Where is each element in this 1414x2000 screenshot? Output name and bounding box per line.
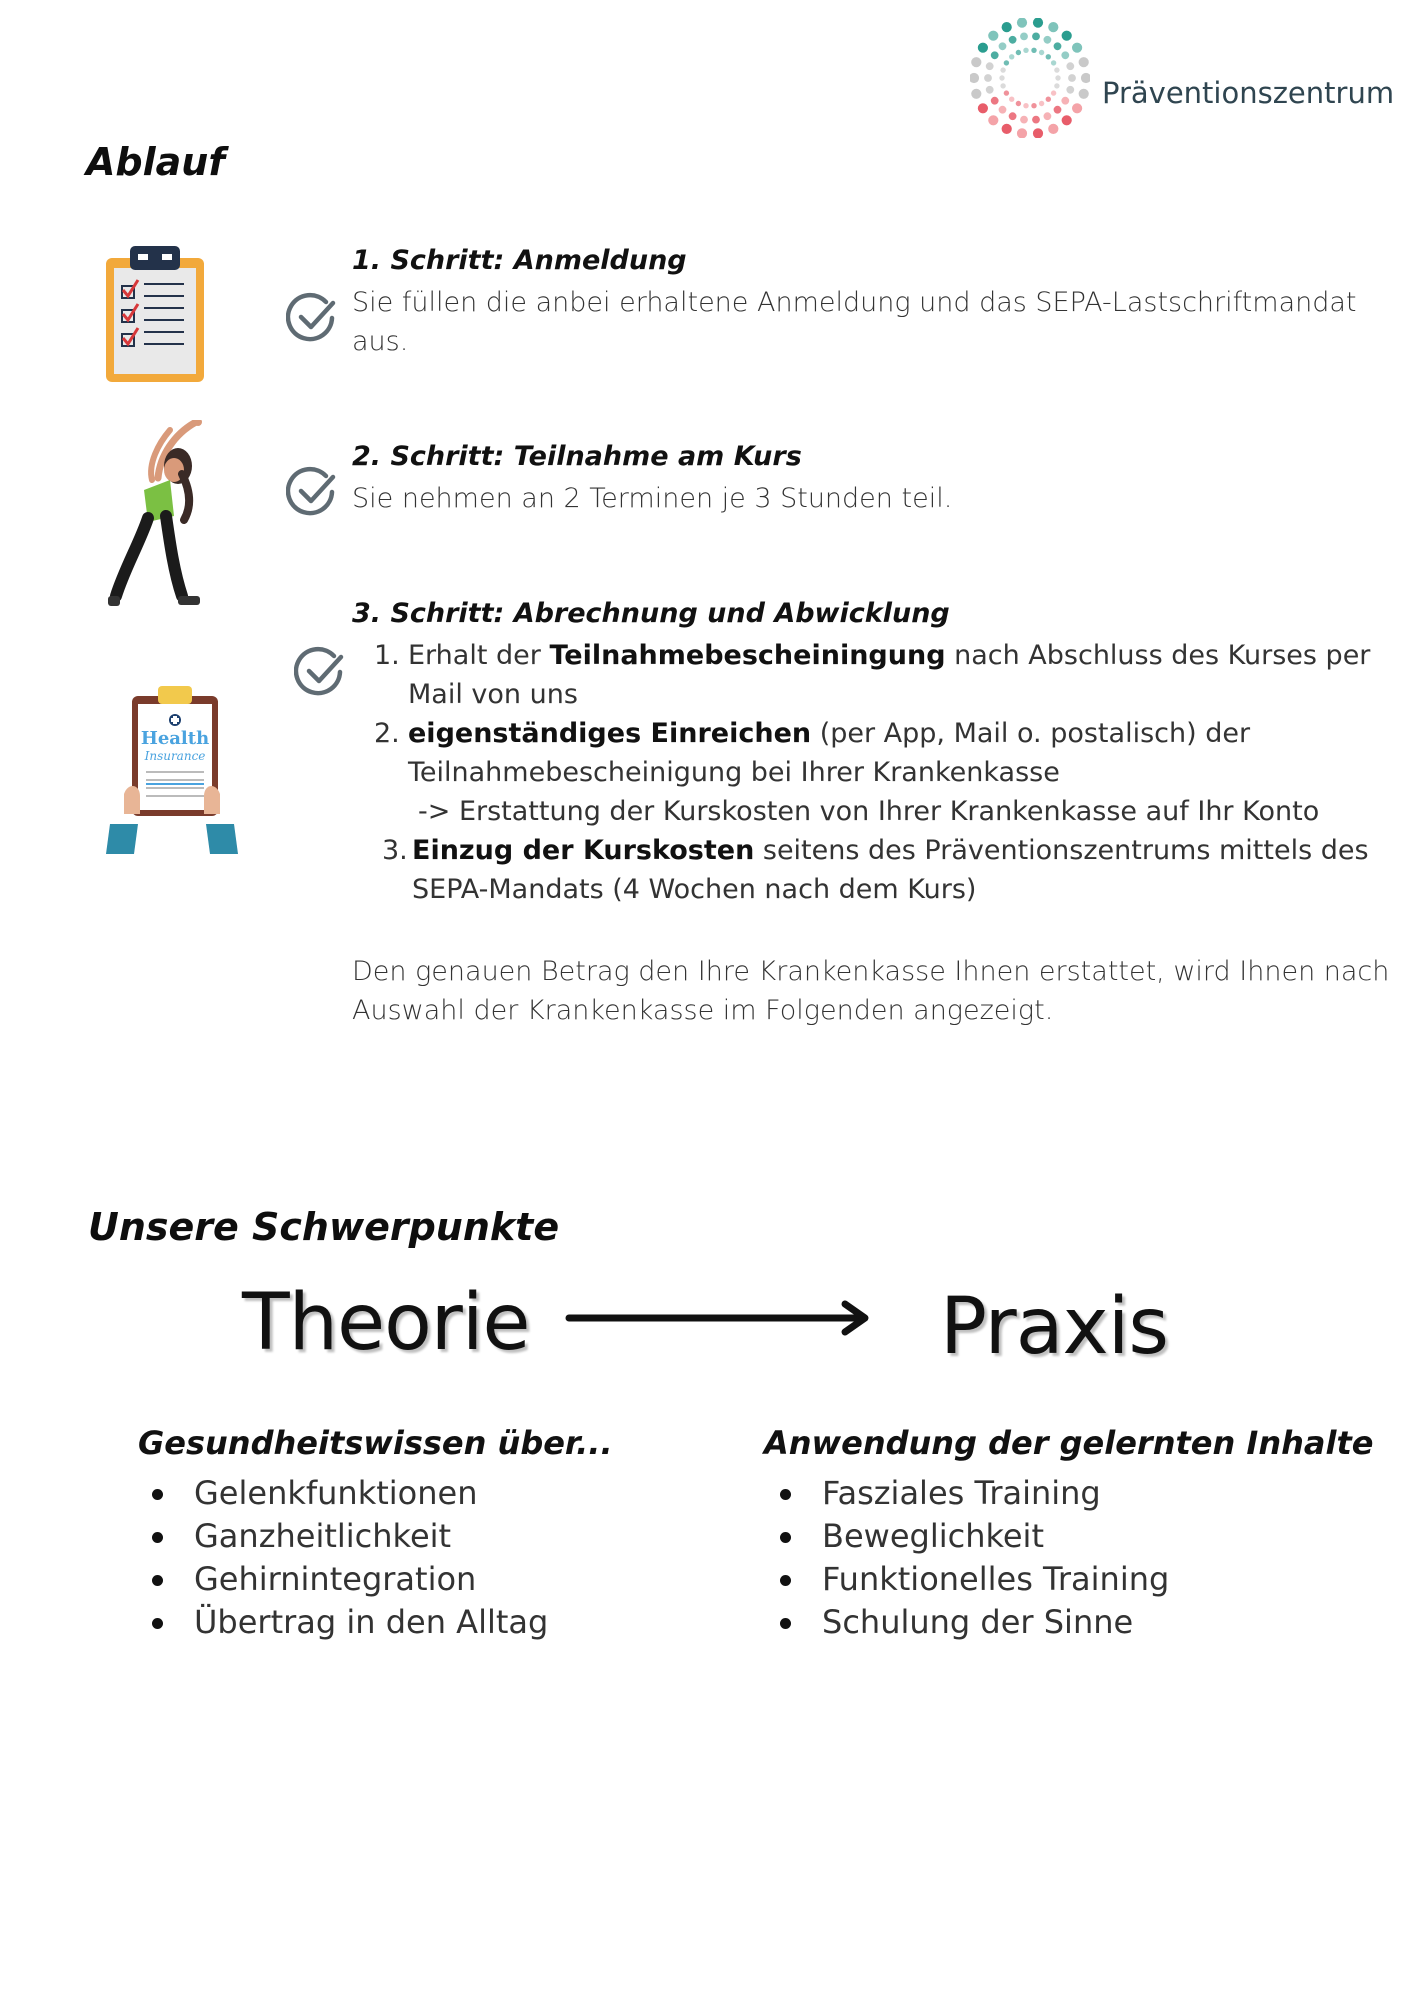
step-1-text-line: aus.: [352, 326, 409, 357]
logo-dot: [1020, 33, 1028, 41]
logo-dot: [1072, 43, 1082, 53]
logo-dot: [1009, 36, 1017, 44]
logo-dot: [986, 62, 994, 70]
list-item-post: seitens des Präventionszentrums mittels des: [754, 835, 1369, 866]
logo-dot: [1046, 97, 1051, 102]
logo-dot: [999, 106, 1007, 114]
list-item-line2: SEPA-Mandats (4 Wochen nach dem Kurs): [412, 874, 977, 905]
step-3-list-item: [374, 714, 1364, 834]
logo-dot: [971, 57, 981, 67]
logo-dot: [1044, 36, 1052, 44]
logo-dot: [1051, 60, 1056, 65]
logo-dot: [971, 89, 981, 99]
logo-dot: [1081, 73, 1090, 83]
step-1-text: [352, 283, 1357, 361]
logo-dot: [1016, 50, 1021, 55]
list-item-line2: Teilnahmebescheinigung bei Ihrer Krankenkasse: [408, 757, 1060, 788]
logo-dot: [1002, 124, 1012, 134]
logo-dot: [1032, 116, 1040, 124]
list-item: Gehirnintegration: [142, 1558, 548, 1601]
list-item-text: [412, 831, 1369, 909]
logo-dot: [1046, 54, 1051, 59]
list-number: 3.: [382, 835, 408, 866]
step-3-list-item: [374, 636, 1371, 716]
reimbursement-note: [352, 952, 1389, 1030]
logo-dot: [978, 103, 988, 113]
list-item-bold: Einzug der Kurskosten: [412, 835, 755, 866]
step-1-text-line: Sie füllen die anbei erhaltene Anmeldung und das SEPA-Lastschriftmandat: [352, 287, 1357, 318]
logo-dot: [1004, 60, 1009, 65]
logo-dot: [991, 97, 999, 105]
logo-dot: [1079, 57, 1089, 67]
logo-dot: [991, 51, 999, 59]
logo-dot: [1023, 48, 1028, 53]
logo-dot: [988, 31, 998, 41]
logo-dot: [1055, 75, 1060, 80]
step-2-text: Sie nehmen an 2 Terminen je 3 Stunden teil.: [352, 483, 953, 514]
logo-dot: [1062, 31, 1072, 41]
logo-dot: [984, 74, 992, 82]
logo-dot: [1032, 33, 1040, 41]
list-item: Schulung der Sinne: [770, 1601, 1169, 1644]
logo-dot: [1062, 115, 1072, 125]
logo-dot: [978, 43, 988, 53]
logo-dot: [988, 115, 998, 125]
list-item: Beweglichkeit: [770, 1515, 1169, 1558]
list-item: Übertrag in den Alltag: [142, 1601, 548, 1644]
step-1-title: 1. Schritt: Anmeldung: [352, 245, 687, 276]
logo-dot: [1061, 51, 1069, 59]
logo-dot: [1017, 128, 1027, 138]
logo-dot: [970, 73, 979, 83]
brand-name: Präventionszentrum: [1102, 76, 1395, 110]
list-item-bold: Teilnahmebescheiningung: [549, 640, 946, 671]
practice-column-heading: Anwendung der gelernten Inhalte: [764, 1424, 1374, 1462]
praxis-word: Praxis: [940, 1282, 1168, 1372]
clipboard-checklist-icon: [104, 244, 206, 384]
logo-dot: [1017, 18, 1027, 28]
note-line: Auswahl der Krankenkasse im Folgenden angezeigt.: [352, 995, 1054, 1026]
logo-dot: [986, 86, 994, 94]
logo-dot: [1072, 103, 1082, 113]
check-circle-icon: [286, 466, 338, 518]
list-item-bold: eigenständiges Einreichen: [408, 718, 812, 749]
logo-dot: [1066, 86, 1074, 94]
logo-dot: [1004, 90, 1009, 95]
logo-dot: [1009, 97, 1014, 102]
logo-dot: [1048, 124, 1058, 134]
list-item: Gelenkfunktionen: [142, 1472, 548, 1515]
logo-dot: [1000, 67, 1005, 72]
svg-text:Insurance: Insurance: [144, 749, 206, 763]
list-number: 2.: [374, 718, 400, 749]
check-circle-icon: [286, 292, 338, 344]
logo-dot: [1009, 54, 1014, 59]
logo-dot: [1051, 90, 1056, 95]
svg-text:Health: Health: [140, 728, 210, 749]
list-item-line3: -> Erstattung der Kurskosten von Ihrer Krankenkasse auf Ihr Konto: [418, 796, 1320, 827]
logo-dot: [1033, 18, 1043, 28]
logo-dot: [1061, 97, 1069, 105]
logo-dot: [1048, 22, 1058, 32]
step-3-title: 3. Schritt: Abrechnung und Abwicklung: [352, 598, 950, 629]
logo-dot: [1066, 62, 1074, 70]
list-item: Ganzheitlichkeit: [142, 1515, 548, 1558]
logo-dot: [999, 42, 1007, 50]
logo-dot: [1031, 48, 1036, 53]
step-3-list-item: [382, 831, 1372, 911]
logo-dot: [1054, 42, 1062, 50]
theory-column-heading: Gesundheitswissen über...: [138, 1424, 613, 1462]
step-2-title: 2. Schritt: Teilnahme am Kurs: [352, 441, 802, 472]
stretching-woman-icon: [100, 420, 212, 610]
logo-dot: [1054, 83, 1059, 88]
logo-dot: [1068, 74, 1076, 82]
note-line: Den genauen Betrag den Ihre Krankenkasse Ihnen erstattet, wird Ihnen nach: [352, 956, 1390, 987]
logo-dot: [1000, 83, 1005, 88]
logo-dot: [999, 75, 1004, 80]
logo-dot: [1002, 22, 1012, 32]
theorie-word: Theorie: [242, 1278, 530, 1368]
ablauf-heading: Ablauf: [86, 140, 225, 184]
brand-logo: [970, 18, 1395, 138]
logo-dot: [1079, 89, 1089, 99]
logo-dot: [1039, 50, 1044, 55]
list-item-post: nach Abschluss des Kurses per: [945, 640, 1371, 671]
theory-list: [142, 1472, 548, 1644]
health-insurance-clipboard-icon: [104, 684, 240, 856]
logo-burst-icon: [970, 18, 1090, 138]
logo-dot: [1033, 128, 1043, 138]
logo-dot: [1044, 112, 1052, 120]
list-item: Funktionelles Training: [770, 1558, 1169, 1601]
list-item-post: (per App, Mail o. postalisch) der: [811, 718, 1251, 749]
list-item-text: [408, 636, 1370, 714]
logo-dot: [1020, 116, 1028, 124]
practice-list: [770, 1472, 1169, 1644]
list-item-pre: Erhalt der: [408, 640, 550, 671]
check-circle-icon: [294, 646, 346, 698]
list-item-line2: Mail von uns: [408, 679, 578, 710]
right-arrow-icon: [565, 1296, 885, 1340]
logo-dot: [1054, 67, 1059, 72]
logo-dot: [1016, 101, 1021, 106]
logo-dot: [1054, 106, 1062, 114]
logo-dot: [1039, 101, 1044, 106]
list-item: Fasziales Training: [770, 1472, 1169, 1515]
schwerpunkte-heading: Unsere Schwerpunkte: [88, 1205, 560, 1249]
logo-dot: [1009, 112, 1017, 120]
list-item-text: [408, 714, 1319, 831]
logo-dot: [1031, 103, 1036, 108]
logo-dot: [1023, 103, 1028, 108]
list-number: 1.: [374, 640, 400, 671]
